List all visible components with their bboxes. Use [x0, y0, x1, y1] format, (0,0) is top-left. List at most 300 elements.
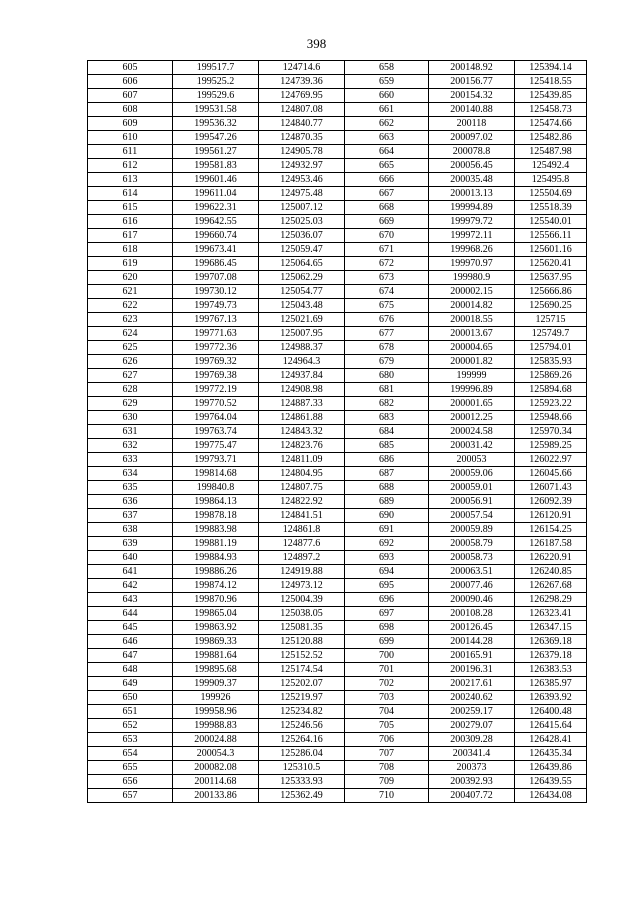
point-number-cell: 678	[345, 341, 429, 355]
y-coordinate-cell: 124887.33	[259, 397, 345, 411]
x-coordinate-cell: 200031.42	[429, 439, 515, 453]
y-coordinate-cell: 125418.55	[515, 75, 587, 89]
point-number-cell: 673	[345, 271, 429, 285]
point-number-cell: 619	[88, 257, 173, 271]
x-coordinate-cell: 200012.25	[429, 411, 515, 425]
table-row	[88, 719, 587, 733]
y-coordinate-cell: 125439.85	[515, 89, 587, 103]
table-row	[88, 355, 587, 369]
point-number-cell: 676	[345, 313, 429, 327]
x-coordinate-cell: 199840.8	[173, 481, 259, 495]
table-row	[88, 733, 587, 747]
y-coordinate-cell: 125690.25	[515, 299, 587, 313]
y-coordinate-cell: 125004.39	[259, 593, 345, 607]
y-coordinate-cell: 125007.12	[259, 201, 345, 215]
x-coordinate-cell: 199814.68	[173, 467, 259, 481]
x-coordinate-cell: 199881.64	[173, 649, 259, 663]
x-coordinate-cell: 199673.41	[173, 243, 259, 257]
x-coordinate-cell: 199730.12	[173, 285, 259, 299]
point-number-cell: 617	[88, 229, 173, 243]
y-coordinate-cell: 124937.84	[259, 369, 345, 383]
point-number-cell: 622	[88, 299, 173, 313]
x-coordinate-cell: 200165.91	[429, 649, 515, 663]
table-row	[88, 215, 587, 229]
point-number-cell: 648	[88, 663, 173, 677]
x-coordinate-cell: 200018.55	[429, 313, 515, 327]
y-coordinate-cell: 125062.29	[259, 271, 345, 285]
y-coordinate-cell: 126434.08	[515, 789, 587, 803]
x-coordinate-cell: 199870.96	[173, 593, 259, 607]
y-coordinate-cell: 125081.35	[259, 621, 345, 635]
table-row	[88, 691, 587, 705]
y-coordinate-cell: 126298.29	[515, 593, 587, 607]
x-coordinate-cell: 200013.67	[429, 327, 515, 341]
x-coordinate-cell: 200154.32	[429, 89, 515, 103]
x-coordinate-cell: 199883.98	[173, 523, 259, 537]
point-number-cell: 605	[88, 61, 173, 75]
x-coordinate-cell: 200077.46	[429, 579, 515, 593]
y-coordinate-cell: 124822.92	[259, 495, 345, 509]
point-number-cell: 609	[88, 117, 173, 131]
y-coordinate-cell: 124905.78	[259, 145, 345, 159]
y-coordinate-cell: 125989.25	[515, 439, 587, 453]
table-row	[88, 635, 587, 649]
point-number-cell: 675	[345, 299, 429, 313]
y-coordinate-cell: 125333.93	[259, 775, 345, 789]
x-coordinate-cell: 199926	[173, 691, 259, 705]
table-row	[88, 775, 587, 789]
point-number-cell: 677	[345, 327, 429, 341]
y-coordinate-cell: 126428.41	[515, 733, 587, 747]
x-coordinate-cell: 199878.18	[173, 509, 259, 523]
y-coordinate-cell: 126400.48	[515, 705, 587, 719]
point-number-cell: 632	[88, 439, 173, 453]
y-coordinate-cell: 124964.3	[259, 355, 345, 369]
y-coordinate-cell: 126439.86	[515, 761, 587, 775]
x-coordinate-cell: 200407.72	[429, 789, 515, 803]
x-coordinate-cell: 199642.55	[173, 215, 259, 229]
y-coordinate-cell: 124975.48	[259, 187, 345, 201]
table-row	[88, 789, 587, 803]
y-coordinate-cell: 124840.77	[259, 117, 345, 131]
y-coordinate-cell: 124897.2	[259, 551, 345, 565]
x-coordinate-cell: 199909.37	[173, 677, 259, 691]
table-row	[88, 761, 587, 775]
x-coordinate-cell: 200057.54	[429, 509, 515, 523]
y-coordinate-cell: 124807.08	[259, 103, 345, 117]
x-coordinate-cell: 200013.13	[429, 187, 515, 201]
y-coordinate-cell: 124769.95	[259, 89, 345, 103]
x-coordinate-cell: 200058.73	[429, 551, 515, 565]
table-row	[88, 117, 587, 131]
table-row	[88, 747, 587, 761]
x-coordinate-cell: 199771.63	[173, 327, 259, 341]
x-coordinate-cell: 200001.82	[429, 355, 515, 369]
coordinates-table-body	[88, 61, 587, 803]
y-coordinate-cell: 125749.7	[515, 327, 587, 341]
y-coordinate-cell: 125152.52	[259, 649, 345, 663]
x-coordinate-cell: 200059.06	[429, 467, 515, 481]
point-number-cell: 707	[345, 747, 429, 761]
table-row	[88, 103, 587, 117]
point-number-cell: 703	[345, 691, 429, 705]
y-coordinate-cell: 126240.85	[515, 565, 587, 579]
x-coordinate-cell: 200126.45	[429, 621, 515, 635]
table-row	[88, 187, 587, 201]
point-number-cell: 691	[345, 523, 429, 537]
table-row	[88, 257, 587, 271]
x-coordinate-cell: 200056.45	[429, 159, 515, 173]
point-number-cell: 685	[345, 439, 429, 453]
table-row	[88, 243, 587, 257]
x-coordinate-cell: 200014.82	[429, 299, 515, 313]
x-coordinate-cell: 199660.74	[173, 229, 259, 243]
y-coordinate-cell: 125566.11	[515, 229, 587, 243]
point-number-cell: 653	[88, 733, 173, 747]
x-coordinate-cell: 199970.97	[429, 257, 515, 271]
x-coordinate-cell: 199775.47	[173, 439, 259, 453]
y-coordinate-cell: 126347.15	[515, 621, 587, 635]
point-number-cell: 628	[88, 383, 173, 397]
point-number-cell: 668	[345, 201, 429, 215]
y-coordinate-cell: 124811.09	[259, 453, 345, 467]
point-number-cell: 705	[345, 719, 429, 733]
y-coordinate-cell: 125234.82	[259, 705, 345, 719]
point-number-cell: 616	[88, 215, 173, 229]
y-coordinate-cell: 125059.47	[259, 243, 345, 257]
table-row	[88, 439, 587, 453]
table-row	[88, 579, 587, 593]
table-row	[88, 341, 587, 355]
y-coordinate-cell: 124973.12	[259, 579, 345, 593]
y-coordinate-cell: 124807.75	[259, 481, 345, 495]
table-row	[88, 159, 587, 173]
y-coordinate-cell: 124870.35	[259, 131, 345, 145]
y-coordinate-cell: 125458.73	[515, 103, 587, 117]
point-number-cell: 636	[88, 495, 173, 509]
x-coordinate-cell: 200002.15	[429, 285, 515, 299]
point-number-cell: 702	[345, 677, 429, 691]
x-coordinate-cell: 199881.19	[173, 537, 259, 551]
point-number-cell: 690	[345, 509, 429, 523]
y-coordinate-cell: 126383.53	[515, 663, 587, 677]
point-number-cell: 607	[88, 89, 173, 103]
y-coordinate-cell: 125970.34	[515, 425, 587, 439]
y-coordinate-cell: 125504.69	[515, 187, 587, 201]
point-number-cell: 634	[88, 467, 173, 481]
point-number-cell: 654	[88, 747, 173, 761]
point-number-cell: 633	[88, 453, 173, 467]
point-number-cell: 696	[345, 593, 429, 607]
x-coordinate-cell: 199581.83	[173, 159, 259, 173]
x-coordinate-cell: 200004.65	[429, 341, 515, 355]
table-row	[88, 313, 587, 327]
point-number-cell: 697	[345, 607, 429, 621]
point-number-cell: 701	[345, 663, 429, 677]
point-number-cell: 670	[345, 229, 429, 243]
x-coordinate-cell: 199793.71	[173, 453, 259, 467]
y-coordinate-cell: 125620.41	[515, 257, 587, 271]
point-number-cell: 680	[345, 369, 429, 383]
point-number-cell: 674	[345, 285, 429, 299]
point-number-cell: 621	[88, 285, 173, 299]
x-coordinate-cell: 200059.01	[429, 481, 515, 495]
y-coordinate-cell: 124841.51	[259, 509, 345, 523]
point-number-cell: 638	[88, 523, 173, 537]
y-coordinate-cell: 126439.55	[515, 775, 587, 789]
point-number-cell: 671	[345, 243, 429, 257]
y-coordinate-cell: 125948.66	[515, 411, 587, 425]
x-coordinate-cell: 199999	[429, 369, 515, 383]
x-coordinate-cell: 199968.26	[429, 243, 515, 257]
y-coordinate-cell: 125601.16	[515, 243, 587, 257]
point-number-cell: 688	[345, 481, 429, 495]
x-coordinate-cell: 200156.77	[429, 75, 515, 89]
table-row	[88, 131, 587, 145]
y-coordinate-cell: 125174.54	[259, 663, 345, 677]
point-number-cell: 710	[345, 789, 429, 803]
x-coordinate-cell: 200309.28	[429, 733, 515, 747]
point-number-cell: 689	[345, 495, 429, 509]
point-number-cell: 704	[345, 705, 429, 719]
x-coordinate-cell: 199996.89	[429, 383, 515, 397]
point-number-cell: 666	[345, 173, 429, 187]
point-number-cell: 625	[88, 341, 173, 355]
table-row	[88, 565, 587, 579]
table-row	[88, 467, 587, 481]
y-coordinate-cell: 125310.5	[259, 761, 345, 775]
point-number-cell: 699	[345, 635, 429, 649]
x-coordinate-cell: 199980.9	[429, 271, 515, 285]
point-number-cell: 614	[88, 187, 173, 201]
x-coordinate-cell: 199886.26	[173, 565, 259, 579]
point-number-cell: 695	[345, 579, 429, 593]
point-number-cell: 618	[88, 243, 173, 257]
point-number-cell: 694	[345, 565, 429, 579]
y-coordinate-cell: 125036.07	[259, 229, 345, 243]
point-number-cell: 637	[88, 509, 173, 523]
coordinates-table	[87, 60, 587, 803]
x-coordinate-cell: 199863.92	[173, 621, 259, 635]
x-coordinate-cell: 200054.3	[173, 747, 259, 761]
point-number-cell: 639	[88, 537, 173, 551]
point-number-cell: 641	[88, 565, 173, 579]
x-coordinate-cell: 200133.86	[173, 789, 259, 803]
y-coordinate-cell: 124953.46	[259, 173, 345, 187]
x-coordinate-cell: 199764.04	[173, 411, 259, 425]
point-number-cell: 635	[88, 481, 173, 495]
y-coordinate-cell: 124932.97	[259, 159, 345, 173]
y-coordinate-cell: 124804.95	[259, 467, 345, 481]
table-row	[88, 383, 587, 397]
table-row	[88, 453, 587, 467]
x-coordinate-cell: 199767.13	[173, 313, 259, 327]
y-coordinate-cell: 124823.76	[259, 439, 345, 453]
table-row	[88, 495, 587, 509]
table-row	[88, 285, 587, 299]
x-coordinate-cell: 199707.08	[173, 271, 259, 285]
point-number-cell: 706	[345, 733, 429, 747]
y-coordinate-cell: 126071.43	[515, 481, 587, 495]
point-number-cell: 646	[88, 635, 173, 649]
y-coordinate-cell: 126022.97	[515, 453, 587, 467]
page-number: 398	[306, 36, 327, 51]
point-number-cell: 656	[88, 775, 173, 789]
table-row	[88, 145, 587, 159]
y-coordinate-cell: 124919.88	[259, 565, 345, 579]
x-coordinate-cell: 200279.07	[429, 719, 515, 733]
point-number-cell: 700	[345, 649, 429, 663]
y-coordinate-cell: 125038.05	[259, 607, 345, 621]
point-number-cell: 611	[88, 145, 173, 159]
table-row	[88, 327, 587, 341]
point-number-cell: 698	[345, 621, 429, 635]
x-coordinate-cell: 199972.11	[429, 229, 515, 243]
x-coordinate-cell: 200035.48	[429, 173, 515, 187]
y-coordinate-cell: 124988.37	[259, 341, 345, 355]
x-coordinate-cell: 199611.04	[173, 187, 259, 201]
y-coordinate-cell: 125923.22	[515, 397, 587, 411]
y-coordinate-cell: 125715	[515, 313, 587, 327]
x-coordinate-cell: 199874.12	[173, 579, 259, 593]
x-coordinate-cell: 200078.8	[429, 145, 515, 159]
table-row	[88, 621, 587, 635]
point-number-cell: 620	[88, 271, 173, 285]
y-coordinate-cell: 126045.66	[515, 467, 587, 481]
y-coordinate-cell: 125869.26	[515, 369, 587, 383]
table-row	[88, 369, 587, 383]
y-coordinate-cell: 126267.68	[515, 579, 587, 593]
x-coordinate-cell: 200259.17	[429, 705, 515, 719]
x-coordinate-cell: 200059.89	[429, 523, 515, 537]
x-coordinate-cell: 200392.93	[429, 775, 515, 789]
point-number-cell: 651	[88, 705, 173, 719]
point-number-cell: 665	[345, 159, 429, 173]
x-coordinate-cell: 200118	[429, 117, 515, 131]
point-number-cell: 686	[345, 453, 429, 467]
x-coordinate-cell: 200024.88	[173, 733, 259, 747]
y-coordinate-cell: 125492.4	[515, 159, 587, 173]
x-coordinate-cell: 200148.92	[429, 61, 515, 75]
y-coordinate-cell: 125286.04	[259, 747, 345, 761]
x-coordinate-cell: 200053	[429, 453, 515, 467]
point-number-cell: 664	[345, 145, 429, 159]
point-number-cell: 613	[88, 173, 173, 187]
y-coordinate-cell: 125264.16	[259, 733, 345, 747]
y-coordinate-cell: 126379.18	[515, 649, 587, 663]
x-coordinate-cell: 200090.46	[429, 593, 515, 607]
y-coordinate-cell: 124843.32	[259, 425, 345, 439]
point-number-cell: 672	[345, 257, 429, 271]
point-number-cell: 629	[88, 397, 173, 411]
point-number-cell: 610	[88, 131, 173, 145]
point-number-cell: 642	[88, 579, 173, 593]
y-coordinate-cell: 125054.77	[259, 285, 345, 299]
y-coordinate-cell: 126393.92	[515, 691, 587, 705]
x-coordinate-cell: 199531.58	[173, 103, 259, 117]
x-coordinate-cell: 200024.58	[429, 425, 515, 439]
y-coordinate-cell: 125064.65	[259, 257, 345, 271]
point-number-cell: 669	[345, 215, 429, 229]
point-number-cell: 655	[88, 761, 173, 775]
y-coordinate-cell: 126187.58	[515, 537, 587, 551]
y-coordinate-cell: 124877.6	[259, 537, 345, 551]
x-coordinate-cell: 199536.32	[173, 117, 259, 131]
x-coordinate-cell: 199686.45	[173, 257, 259, 271]
point-number-cell: 681	[345, 383, 429, 397]
y-coordinate-cell: 125794.01	[515, 341, 587, 355]
x-coordinate-cell: 199622.31	[173, 201, 259, 215]
x-coordinate-cell: 199601.46	[173, 173, 259, 187]
y-coordinate-cell: 125025.03	[259, 215, 345, 229]
table-row	[88, 607, 587, 621]
x-coordinate-cell: 199994.89	[429, 201, 515, 215]
point-number-cell: 652	[88, 719, 173, 733]
point-number-cell: 608	[88, 103, 173, 117]
point-number-cell: 709	[345, 775, 429, 789]
y-coordinate-cell: 125835.93	[515, 355, 587, 369]
y-coordinate-cell: 125474.66	[515, 117, 587, 131]
table-row	[88, 411, 587, 425]
x-coordinate-cell: 199547.26	[173, 131, 259, 145]
table-row	[88, 705, 587, 719]
point-number-cell: 660	[345, 89, 429, 103]
x-coordinate-cell: 200056.91	[429, 495, 515, 509]
table-row	[88, 425, 587, 439]
point-number-cell: 631	[88, 425, 173, 439]
x-coordinate-cell: 199529.6	[173, 89, 259, 103]
table-row	[88, 75, 587, 89]
x-coordinate-cell: 199769.32	[173, 355, 259, 369]
point-number-cell: 687	[345, 467, 429, 481]
table-row	[88, 201, 587, 215]
table-row	[88, 89, 587, 103]
x-coordinate-cell: 199865.04	[173, 607, 259, 621]
point-number-cell: 657	[88, 789, 173, 803]
x-coordinate-cell: 199772.36	[173, 341, 259, 355]
table-row	[88, 663, 587, 677]
point-number-cell: 647	[88, 649, 173, 663]
y-coordinate-cell: 125637.95	[515, 271, 587, 285]
x-coordinate-cell: 199864.13	[173, 495, 259, 509]
point-number-cell: 692	[345, 537, 429, 551]
y-coordinate-cell: 125246.56	[259, 719, 345, 733]
y-coordinate-cell: 125666.86	[515, 285, 587, 299]
y-coordinate-cell: 124861.8	[259, 523, 345, 537]
y-coordinate-cell: 126415.64	[515, 719, 587, 733]
point-number-cell: 627	[88, 369, 173, 383]
x-coordinate-cell: 200140.88	[429, 103, 515, 117]
x-coordinate-cell: 200373	[429, 761, 515, 775]
y-coordinate-cell: 125120.88	[259, 635, 345, 649]
x-coordinate-cell: 199884.93	[173, 551, 259, 565]
x-coordinate-cell: 199525.2	[173, 75, 259, 89]
point-number-cell: 623	[88, 313, 173, 327]
y-coordinate-cell: 125043.48	[259, 299, 345, 313]
point-number-cell: 626	[88, 355, 173, 369]
y-coordinate-cell: 125540.01	[515, 215, 587, 229]
y-coordinate-cell: 125021.69	[259, 313, 345, 327]
point-number-cell: 693	[345, 551, 429, 565]
x-coordinate-cell: 200108.28	[429, 607, 515, 621]
table-row	[88, 551, 587, 565]
point-number-cell: 612	[88, 159, 173, 173]
x-coordinate-cell: 199869.33	[173, 635, 259, 649]
x-coordinate-cell: 199958.96	[173, 705, 259, 719]
point-number-cell: 682	[345, 397, 429, 411]
table-row	[88, 677, 587, 691]
x-coordinate-cell: 200114.68	[173, 775, 259, 789]
